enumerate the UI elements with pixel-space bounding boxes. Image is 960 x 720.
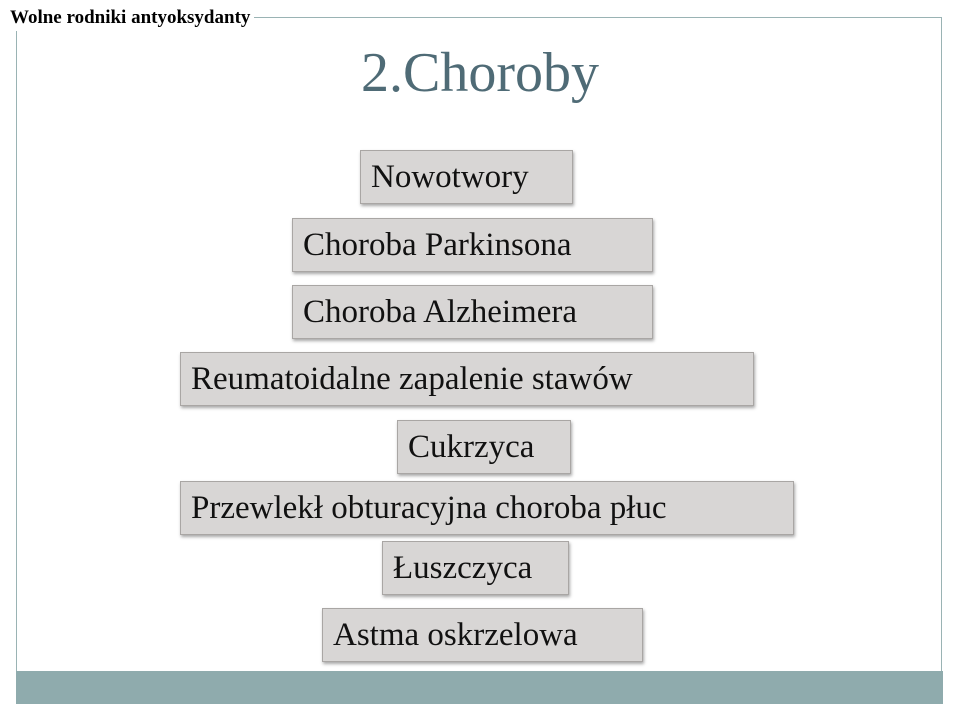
disease-box-cukrzyca: Cukrzyca: [397, 420, 571, 474]
disease-box-parkinson: Choroba Parkinsona: [292, 218, 653, 272]
disease-box-nowotwory: Nowotwory: [360, 150, 573, 204]
disease-box-astma: Astma oskrzelowa: [322, 608, 643, 662]
disease-box-rzs: Reumatoidalne zapalenie stawów: [180, 352, 754, 406]
header-label: Wolne rodniki antyoksydanty: [6, 5, 254, 31]
disease-box-luszczyca: Łuszczyca: [382, 541, 569, 595]
slide-title: 2.Choroby: [361, 42, 599, 104]
disease-box-pochp: Przewlekł obturacyjna choroba płuc: [180, 481, 794, 535]
disease-box-alzheimer: Choroba Alzheimera: [292, 285, 653, 339]
footer-band: [16, 671, 943, 704]
